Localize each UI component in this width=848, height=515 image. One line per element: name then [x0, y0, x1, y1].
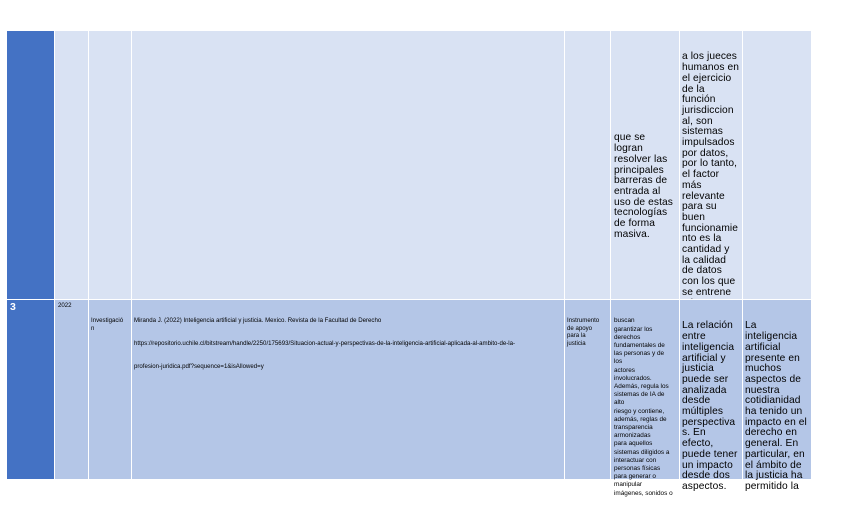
row3-reference-text	[134, 302, 515, 386]
row-prev-reference-cell	[131, 31, 564, 300]
row-prev-year-cell	[54, 31, 88, 300]
row3-instrument-text: Instrumento de apoyo para la justicia	[567, 317, 600, 347]
row-divider	[7, 299, 811, 300]
column-divider	[54, 31, 55, 479]
row-prev-function-text: a los jueces humanos en el ejercicio de la función jurisdiccion al, son sistemas impulsados por datos, por lo tanto, el factor más relevante para su buen funcionamie nto es la cantidad y la calidad de datos con los que se entrene	[682, 51, 740, 298]
column-divider	[742, 31, 743, 479]
row3-conclusion-text: La inteligencia artificial presente en muchos aspectos de nuestra cotidianidad ha tenido un impacto en el derecho en general. En particular, en el ámbito de la justicia ha permitido la	[745, 320, 807, 492]
row3-reference-url[interactable]: https://repositorio.uchile.cl/bitstream/handle/2250/175693/Situacion-actual-y-perspectivas-de-la-inteligencia-artificial-aplicada-al-ambito-de-la-	[134, 339, 516, 347]
row-prev-number-cell	[7, 31, 54, 300]
row3-relation-cell	[679, 300, 742, 492]
column-divider	[88, 31, 89, 479]
row3-reference-citation: Miranda J. (2022) Inteligencia artificial y justicia. Mexico. Revista de la Facultad de Derecho	[134, 317, 382, 325]
row3-type-cell	[88, 300, 131, 479]
row3-instrument-cell	[564, 300, 610, 479]
row3-number: 3	[10, 301, 16, 313]
row-prev-conclusion-cell	[742, 31, 811, 300]
row3-reference-cell	[131, 300, 564, 479]
row3-number-cell	[7, 300, 54, 479]
row3-relation-text: La relación entre inteligencia artificial y justicia puede ser analizada desde múltiples perspectiva s. En efecto, puede tener un impacto desde dos aspectos.	[682, 320, 738, 492]
row3-purpose-cell	[610, 300, 679, 497]
row-prev-barriers-cell	[610, 31, 679, 300]
row3-reference-url-cont[interactable]: profesion-juridica.pdf?sequence=1&isAllowed=y	[134, 362, 264, 370]
row3-type-text: Investigació n	[91, 317, 124, 332]
row3-year: 2022	[58, 302, 72, 309]
column-divider	[610, 31, 611, 479]
column-divider	[131, 31, 132, 479]
row-prev-type-cell	[88, 31, 131, 300]
column-divider	[564, 31, 565, 479]
row3-year-cell	[54, 300, 88, 479]
column-divider	[679, 31, 680, 479]
row-prev-instrument-cell	[564, 31, 610, 300]
row3-conclusion-cell	[742, 300, 811, 492]
row3-purpose-text: buscan garantizar los derechos fundamentales de las personas y de los actores involucrados. Además, regula los sistemas de IA de alto riesgo y contiene, además, reglas de transparencia armonizadas para aquellos sistemas diligidos a interactuar con personas físicas para generar o manipular imágenes, sonidos o	[614, 317, 673, 497]
row-prev-barriers-text: que se logran resolver las principales barreras de entrada al uso de estas tecnologías de forma masiva.	[614, 132, 673, 240]
row-prev-function-cell	[679, 31, 742, 300]
